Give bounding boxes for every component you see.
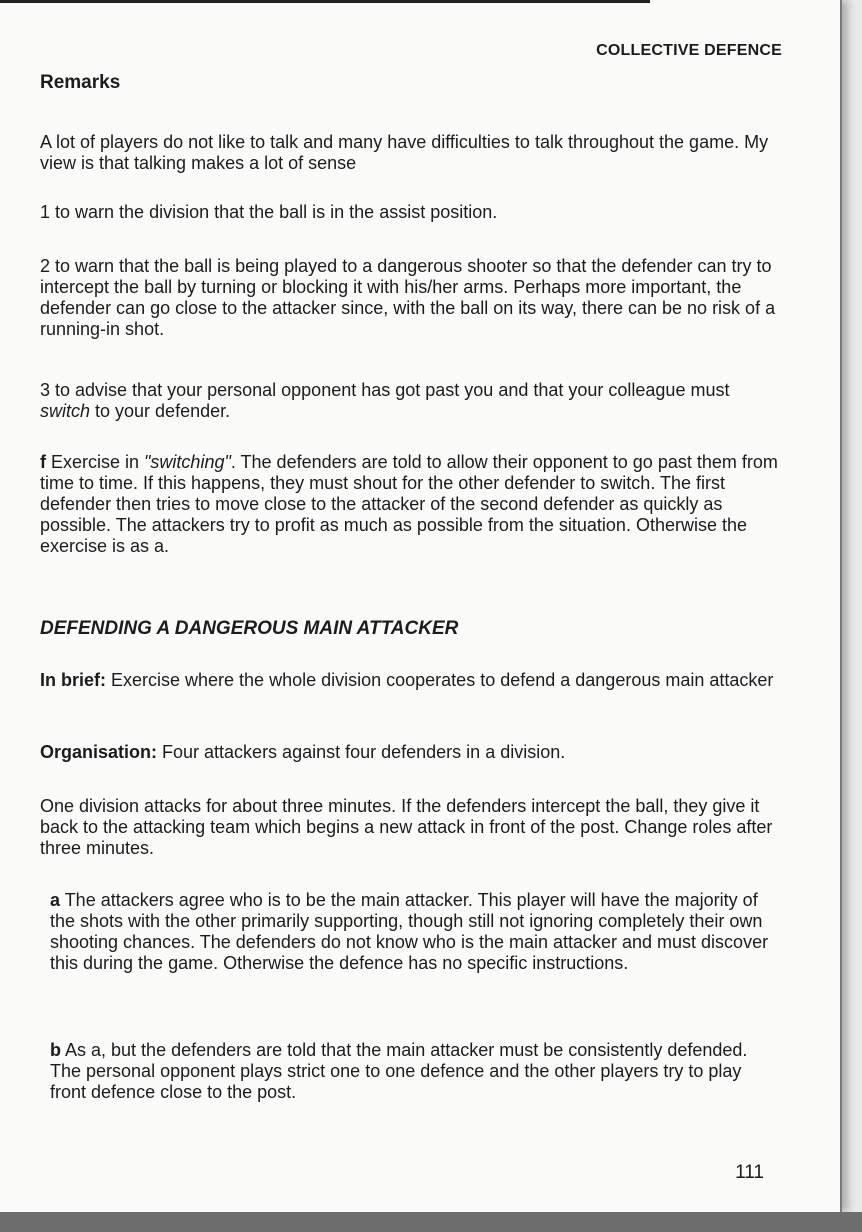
in-brief-label: In brief:: [40, 670, 106, 690]
in-brief: [40, 670, 778, 691]
exercise-b: [50, 1040, 778, 1103]
scan-bottom-edge: [0, 1212, 862, 1232]
point-3-italic: switch: [40, 401, 91, 421]
remarks-point-2: 2 to warn that the ball is being played to a dangerous shooter so that the defender can try to intercept the ball by turning or blocking it with his/her arms. Perhaps more important, the defender can go close to the attacker since, with the ball on its way, there can be no risk of a running-in shot.: [40, 256, 776, 339]
exercise-f-letter: f: [40, 452, 46, 472]
exercise-f-text-end: . The defenders are told to allow their opponent to go past them from time to time. If this happens, they must shout for the other defender to switch. The first defender then tries to move close to the attacker of the second defender as quickly as possible. The attackers try to profit as much as possible from the situation. Otherwise the exercise is as a.: [40, 452, 778, 556]
in-brief-text: Exercise where the whole division cooperates to defend a dangerous main attacker: [106, 670, 774, 690]
exercise-a-text: The attackers agree who is to be the main attacker. This player will have the majority of the shots with the other primarily supporting, though still not ignoring completely their own shooting chances. The defenders do not know who is the main attacker and must discover this during the game. Otherwise the defence has no specific instructions.: [50, 890, 769, 973]
running-head: COLLECTIVE DEFENCE: [596, 42, 782, 59]
organisation: [40, 742, 778, 763]
exercise-f-text: Exercise in: [46, 452, 145, 472]
section-title: DEFENDING A DANGEROUS MAIN ATTACKER: [40, 618, 459, 639]
organisation-text: Four attackers against four defenders in a division.: [157, 742, 566, 762]
point-3-text-end: to your defender.: [90, 401, 231, 421]
remarks-intro: A lot of players do not like to talk and many have difficulties to talk throughout the game. My view is that talking makes a lot of sense: [40, 132, 769, 173]
point-3-text: 3 to advise that your personal opponent has got past you and that your colleague must: [40, 380, 730, 400]
top-edge-line: [0, 0, 650, 3]
remarks-point-3: [40, 380, 778, 422]
exercise-f-italic: "switching": [144, 452, 231, 472]
exercise-b-text: As a, but the defenders are told that the main attacker must be consistently defended. The personal opponent plays strict one to one defence and the other players try to play front defence close to the post.: [50, 1040, 748, 1102]
exercise-b-letter: b: [50, 1040, 61, 1060]
remarks-title: Remarks: [40, 72, 121, 93]
remarks-point-1: 1 to warn the division that the ball is in the assist position.: [40, 202, 498, 222]
organisation-body: One division attacks for about three minutes. If the defenders intercept the ball, they give it back to the attacking team which begins a new attack in front of the post. Change roles after three minutes.: [40, 796, 773, 858]
page-number: 111: [735, 1162, 764, 1183]
exercise-a-letter: a: [50, 890, 61, 910]
exercise-a: [50, 890, 778, 974]
organisation-label: Organisation:: [40, 742, 158, 762]
exercise-f: [40, 452, 778, 557]
